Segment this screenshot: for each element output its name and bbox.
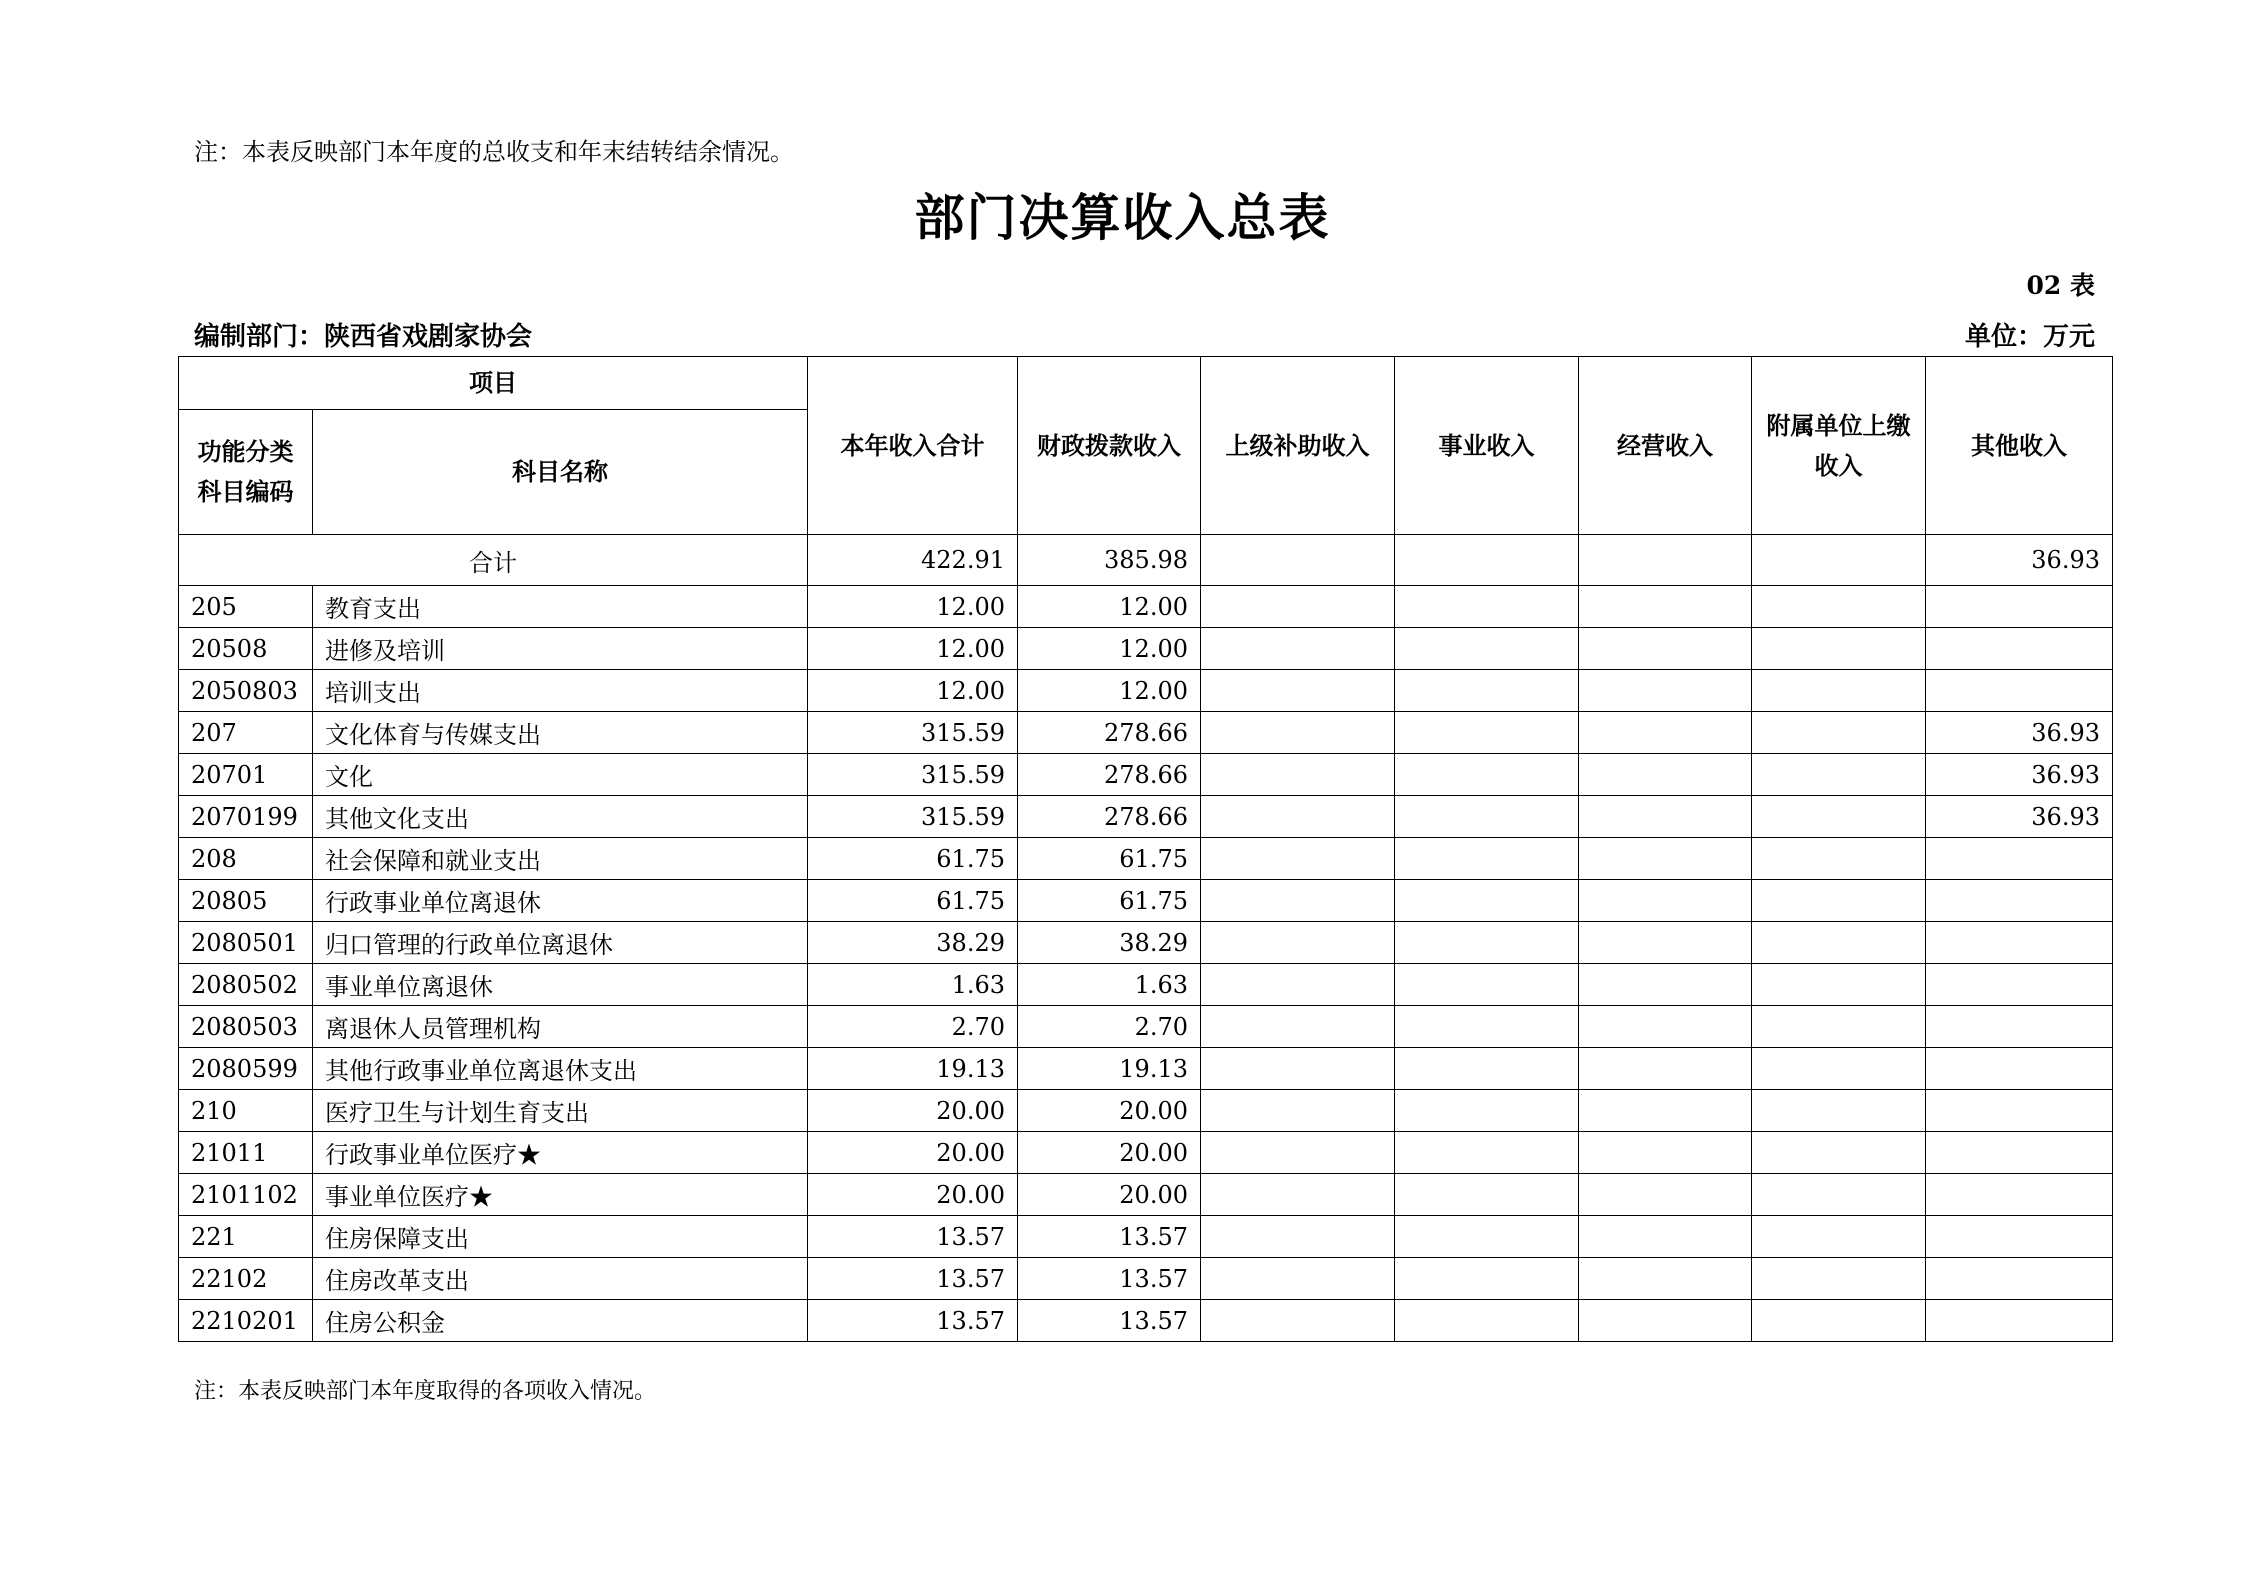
total-other: 36.93 xyxy=(1926,535,2113,586)
table-row xyxy=(179,796,2113,838)
row-other xyxy=(1926,1216,2113,1258)
table-row xyxy=(179,754,2113,796)
row-superior xyxy=(1201,880,1395,922)
table-row xyxy=(179,586,2113,628)
row-fiscal: 13.57 xyxy=(1018,1300,1201,1342)
row-total: 315.59 xyxy=(808,712,1018,754)
row-total: 38.29 xyxy=(808,922,1018,964)
row-operating xyxy=(1579,1090,1752,1132)
row-other xyxy=(1926,880,2113,922)
table-row xyxy=(179,1258,2113,1300)
table-row xyxy=(179,1132,2113,1174)
header-total: 本年收入合计 xyxy=(808,357,1018,535)
row-other xyxy=(1926,670,2113,712)
row-total: 12.00 xyxy=(808,670,1018,712)
row-code: 210 xyxy=(179,1090,313,1132)
row-business xyxy=(1395,1090,1579,1132)
table-row xyxy=(179,1006,2113,1048)
row-business xyxy=(1395,1300,1579,1342)
row-code: 20508 xyxy=(179,628,313,670)
row-operating xyxy=(1579,1216,1752,1258)
row-business xyxy=(1395,964,1579,1006)
row-other: 36.93 xyxy=(1926,712,2113,754)
row-operating xyxy=(1579,712,1752,754)
header-name: 科目名称 xyxy=(313,410,808,535)
row-business xyxy=(1395,880,1579,922)
income-summary-table xyxy=(178,356,2113,1342)
row-other: 36.93 xyxy=(1926,754,2113,796)
row-fiscal: 20.00 xyxy=(1018,1090,1201,1132)
row-total: 19.13 xyxy=(808,1048,1018,1090)
row-name: 住房公积金 xyxy=(313,1300,808,1342)
row-affiliate xyxy=(1752,964,1926,1006)
row-total: 2.70 xyxy=(808,1006,1018,1048)
row-superior xyxy=(1201,796,1395,838)
total-superior xyxy=(1201,535,1395,586)
row-affiliate xyxy=(1752,754,1926,796)
table-row xyxy=(179,880,2113,922)
row-business xyxy=(1395,670,1579,712)
row-fiscal: 13.57 xyxy=(1018,1258,1201,1300)
row-fiscal: 1.63 xyxy=(1018,964,1201,1006)
total-fiscal: 385.98 xyxy=(1018,535,1201,586)
row-affiliate xyxy=(1752,1174,1926,1216)
row-other xyxy=(1926,1258,2113,1300)
row-total: 13.57 xyxy=(808,1216,1018,1258)
row-name: 培训支出 xyxy=(313,670,808,712)
row-business xyxy=(1395,712,1579,754)
row-other xyxy=(1926,1300,2113,1342)
row-operating xyxy=(1579,880,1752,922)
row-business xyxy=(1395,1258,1579,1300)
row-operating xyxy=(1579,754,1752,796)
row-code: 2080502 xyxy=(179,964,313,1006)
row-total: 315.59 xyxy=(808,754,1018,796)
row-name: 教育支出 xyxy=(313,586,808,628)
row-superior xyxy=(1201,1006,1395,1048)
row-other xyxy=(1926,964,2113,1006)
row-other xyxy=(1926,628,2113,670)
row-code: 20701 xyxy=(179,754,313,796)
row-total: 1.63 xyxy=(808,964,1018,1006)
total-operating xyxy=(1579,535,1752,586)
table-row xyxy=(179,922,2113,964)
page-title: 部门决算收入总表 xyxy=(914,188,1331,247)
total-income: 422.91 xyxy=(808,535,1018,586)
row-superior xyxy=(1201,1132,1395,1174)
row-total: 20.00 xyxy=(808,1132,1018,1174)
row-other xyxy=(1926,1132,2113,1174)
row-other xyxy=(1926,1174,2113,1216)
row-name: 行政事业单位医疗★ xyxy=(313,1132,808,1174)
row-total: 315.59 xyxy=(808,796,1018,838)
row-operating xyxy=(1579,796,1752,838)
row-fiscal: 12.00 xyxy=(1018,628,1201,670)
row-name: 事业单位离退休 xyxy=(313,964,808,1006)
row-other: 36.93 xyxy=(1926,796,2113,838)
table-row xyxy=(179,670,2113,712)
row-superior xyxy=(1201,1258,1395,1300)
row-operating xyxy=(1579,628,1752,670)
row-total: 13.57 xyxy=(808,1258,1018,1300)
row-affiliate xyxy=(1752,1300,1926,1342)
row-fiscal: 13.57 xyxy=(1018,1216,1201,1258)
header-business: 事业收入 xyxy=(1395,357,1579,535)
row-code: 22102 xyxy=(179,1258,313,1300)
row-business xyxy=(1395,1132,1579,1174)
row-operating xyxy=(1579,1300,1752,1342)
row-affiliate xyxy=(1752,838,1926,880)
row-business xyxy=(1395,922,1579,964)
row-fiscal: 278.66 xyxy=(1018,754,1201,796)
row-code: 205 xyxy=(179,586,313,628)
row-superior xyxy=(1201,1174,1395,1216)
row-operating xyxy=(1579,1132,1752,1174)
row-affiliate xyxy=(1752,1006,1926,1048)
row-other xyxy=(1926,1048,2113,1090)
table-row xyxy=(179,628,2113,670)
bottom-note: 注：本表反映部门本年度取得的各项收入情况。 xyxy=(194,1379,657,1404)
table-row xyxy=(179,1090,2113,1132)
row-code: 20805 xyxy=(179,880,313,922)
row-business xyxy=(1395,586,1579,628)
table-row xyxy=(179,964,2113,1006)
row-name: 文化 xyxy=(313,754,808,796)
row-code: 2080503 xyxy=(179,1006,313,1048)
row-name: 归口管理的行政单位离退休 xyxy=(313,922,808,964)
row-affiliate xyxy=(1752,1048,1926,1090)
row-fiscal: 278.66 xyxy=(1018,796,1201,838)
row-fiscal: 61.75 xyxy=(1018,838,1201,880)
row-name: 住房改革支出 xyxy=(313,1258,808,1300)
total-business xyxy=(1395,535,1579,586)
row-business xyxy=(1395,1048,1579,1090)
row-superior xyxy=(1201,922,1395,964)
row-superior xyxy=(1201,838,1395,880)
row-fiscal: 20.00 xyxy=(1018,1132,1201,1174)
row-business xyxy=(1395,796,1579,838)
table-row xyxy=(179,712,2113,754)
row-other xyxy=(1926,586,2113,628)
row-operating xyxy=(1579,922,1752,964)
table-row xyxy=(179,1174,2113,1216)
row-other xyxy=(1926,838,2113,880)
row-affiliate xyxy=(1752,712,1926,754)
table-row xyxy=(179,1216,2113,1258)
total-row xyxy=(179,535,2113,586)
row-code: 2070199 xyxy=(179,796,313,838)
row-superior xyxy=(1201,1216,1395,1258)
row-affiliate xyxy=(1752,796,1926,838)
row-affiliate xyxy=(1752,586,1926,628)
row-superior xyxy=(1201,628,1395,670)
row-fiscal: 2.70 xyxy=(1018,1006,1201,1048)
header-code: 功能分类科目编码 xyxy=(179,410,313,535)
row-code: 2080501 xyxy=(179,922,313,964)
row-business xyxy=(1395,1174,1579,1216)
total-label: 合计 xyxy=(179,535,808,586)
row-name: 医疗卫生与计划生育支出 xyxy=(313,1090,808,1132)
header-other: 其他收入 xyxy=(1926,357,2113,535)
row-name: 住房保障支出 xyxy=(313,1216,808,1258)
row-affiliate xyxy=(1752,1090,1926,1132)
row-business xyxy=(1395,754,1579,796)
row-operating xyxy=(1579,964,1752,1006)
row-total: 61.75 xyxy=(808,880,1018,922)
row-superior xyxy=(1201,1048,1395,1090)
row-operating xyxy=(1579,1048,1752,1090)
row-name: 行政事业单位离退休 xyxy=(313,880,808,922)
row-other xyxy=(1926,1006,2113,1048)
row-superior xyxy=(1201,964,1395,1006)
row-business xyxy=(1395,1006,1579,1048)
row-fiscal: 61.75 xyxy=(1018,880,1201,922)
row-superior xyxy=(1201,754,1395,796)
row-business xyxy=(1395,838,1579,880)
row-total: 20.00 xyxy=(808,1090,1018,1132)
row-fiscal: 12.00 xyxy=(1018,586,1201,628)
row-code: 2210201 xyxy=(179,1300,313,1342)
row-total: 13.57 xyxy=(808,1300,1018,1342)
row-code: 21011 xyxy=(179,1132,313,1174)
row-superior xyxy=(1201,586,1395,628)
table-row xyxy=(179,1048,2113,1090)
row-operating xyxy=(1579,586,1752,628)
row-total: 12.00 xyxy=(808,586,1018,628)
department-label: 编制部门：陕西省戏剧家协会 xyxy=(194,322,533,352)
row-affiliate xyxy=(1752,1258,1926,1300)
table-row xyxy=(179,1300,2113,1342)
header-fiscal: 财政拨款收入 xyxy=(1018,357,1201,535)
row-superior xyxy=(1201,670,1395,712)
row-name: 其他行政事业单位离退休支出 xyxy=(313,1048,808,1090)
row-affiliate xyxy=(1752,670,1926,712)
row-name: 离退休人员管理机构 xyxy=(313,1006,808,1048)
header-superior: 上级补助收入 xyxy=(1201,357,1395,535)
row-code: 207 xyxy=(179,712,313,754)
row-code: 221 xyxy=(179,1216,313,1258)
row-name: 社会保障和就业支出 xyxy=(313,838,808,880)
row-fiscal: 278.66 xyxy=(1018,712,1201,754)
header-operating: 经营收入 xyxy=(1579,357,1752,535)
total-affiliate xyxy=(1752,535,1926,586)
row-affiliate xyxy=(1752,628,1926,670)
row-code: 2050803 xyxy=(179,670,313,712)
row-business xyxy=(1395,1216,1579,1258)
row-fiscal: 20.00 xyxy=(1018,1174,1201,1216)
row-superior xyxy=(1201,712,1395,754)
table-number: 02 表 xyxy=(2026,271,2095,300)
row-other xyxy=(1926,1090,2113,1132)
row-total: 61.75 xyxy=(808,838,1018,880)
row-code: 2101102 xyxy=(179,1174,313,1216)
row-code: 2080599 xyxy=(179,1048,313,1090)
row-business xyxy=(1395,628,1579,670)
top-note: 注：本表反映部门本年度的总收支和年末结转结余情况。 xyxy=(194,138,794,166)
row-name: 事业单位医疗★ xyxy=(313,1174,808,1216)
row-code: 208 xyxy=(179,838,313,880)
row-other xyxy=(1926,922,2113,964)
row-superior xyxy=(1201,1090,1395,1132)
header-affiliate: 附属单位上缴收入 xyxy=(1752,357,1926,535)
row-affiliate xyxy=(1752,922,1926,964)
row-operating xyxy=(1579,670,1752,712)
row-total: 20.00 xyxy=(808,1174,1018,1216)
row-affiliate xyxy=(1752,880,1926,922)
table-row xyxy=(179,838,2113,880)
row-operating xyxy=(1579,1174,1752,1216)
row-operating xyxy=(1579,1006,1752,1048)
row-operating xyxy=(1579,1258,1752,1300)
row-fiscal: 12.00 xyxy=(1018,670,1201,712)
row-affiliate xyxy=(1752,1216,1926,1258)
row-name: 其他文化支出 xyxy=(313,796,808,838)
row-name: 文化体育与传媒支出 xyxy=(313,712,808,754)
row-operating xyxy=(1579,838,1752,880)
unit-label: 单位：万元 xyxy=(1964,322,2095,352)
row-fiscal: 38.29 xyxy=(1018,922,1201,964)
row-affiliate xyxy=(1752,1132,1926,1174)
row-superior xyxy=(1201,1300,1395,1342)
row-total: 12.00 xyxy=(808,628,1018,670)
row-name: 进修及培训 xyxy=(313,628,808,670)
header-item: 项目 xyxy=(179,357,808,410)
row-fiscal: 19.13 xyxy=(1018,1048,1201,1090)
